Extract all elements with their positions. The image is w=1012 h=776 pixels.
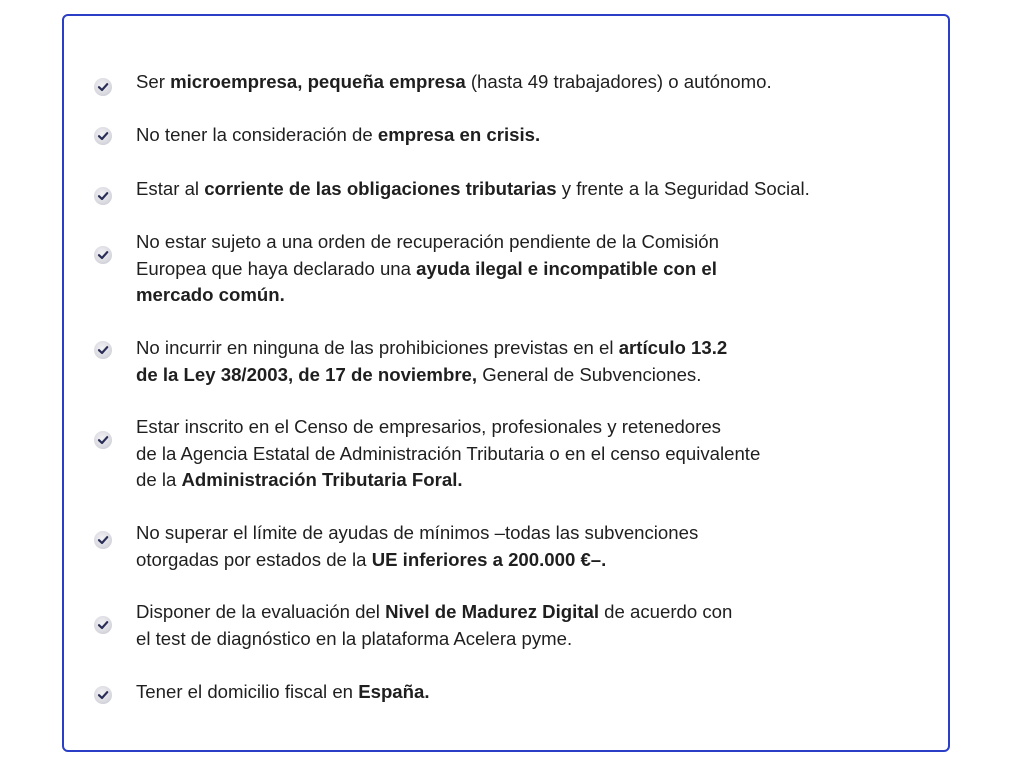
text-segment: No estar sujeto a una orden de recuperación pendiente de la Comisión — [136, 231, 719, 252]
text-segment: (hasta 49 trabajadores) o autónomo. — [465, 71, 772, 92]
text-segment: General de Subvenciones. — [477, 363, 702, 385]
check-circle-icon — [94, 616, 112, 634]
text-line — [136, 335, 946, 362]
text-segment: el test de diagnóstico en la plataforma Acelera pyme. — [136, 627, 573, 649]
text-line — [136, 256, 946, 283]
requirement-text — [136, 679, 946, 706]
requirement-text — [136, 122, 946, 149]
requirements-list — [64, 16, 948, 750]
requirement-text — [136, 69, 946, 96]
text-segment: de la — [136, 469, 182, 490]
bold-text: ayuda ilegal e incompatible con el — [416, 257, 717, 279]
text-line — [136, 229, 946, 256]
text-line — [136, 282, 946, 309]
requirement-text — [136, 520, 946, 573]
bold-text: de la Ley 38/2003, de 17 de noviembre, — [136, 363, 478, 385]
bold-text: empresa en crisis. — [377, 124, 541, 145]
text-segment: Ser — [136, 71, 171, 92]
text-segment: No tener la consideración de — [136, 124, 378, 145]
bold-text: microempresa, pequeña empresa — [170, 71, 466, 92]
text-segment: de la Agencia Estatal de Administración Tributaria o en el censo equivalente — [136, 442, 761, 464]
check-circle-icon — [94, 686, 112, 704]
bold-text: artículo 13.2 — [618, 337, 728, 358]
text-line — [136, 599, 946, 626]
text-line — [136, 176, 946, 203]
check-circle-icon — [94, 187, 112, 205]
requirement-text — [136, 335, 946, 388]
text-line — [136, 626, 946, 653]
check-circle-icon — [94, 531, 112, 549]
check-circle-icon — [94, 78, 112, 96]
text-line — [136, 362, 946, 389]
text-segment: de acuerdo con — [598, 601, 733, 622]
text-segment: otorgadas por estados de la — [136, 548, 372, 570]
check-circle-icon — [94, 431, 112, 449]
text-segment: y frente a la Seguridad Social. — [556, 178, 810, 199]
check-circle-icon — [94, 127, 112, 145]
bold-text: Administración Tributaria Foral. — [181, 469, 463, 490]
text-segment: Europea que haya declarado una — [136, 257, 417, 279]
check-circle-icon — [94, 341, 112, 359]
requirement-text — [136, 176, 946, 203]
bold-text: Nivel de Madurez Digital — [385, 601, 599, 622]
check-circle-icon — [94, 246, 112, 264]
requirement-text — [136, 599, 946, 652]
bold-text: corriente de las obligaciones tributarias — [204, 178, 557, 199]
requirement-text — [136, 229, 946, 309]
text-line — [136, 122, 946, 149]
bold-text: España. — [358, 681, 430, 702]
text-line — [136, 467, 946, 494]
requirements-card — [62, 14, 950, 752]
text-segment: Estar al — [136, 178, 205, 199]
text-segment: Disponer de la evaluación del — [136, 601, 386, 622]
requirement-text — [136, 414, 946, 494]
text-line — [136, 679, 946, 706]
text-segment: Estar inscrito en el Censo de empresarios, profesionales y retenedores — [136, 416, 721, 437]
bold-text: mercado común. — [136, 284, 285, 305]
text-segment: No incurrir en ninguna de las prohibiciones previstas en el — [136, 337, 619, 358]
text-line — [136, 414, 946, 441]
text-line — [136, 69, 946, 96]
text-line — [136, 441, 946, 468]
text-segment: Tener el domicilio fiscal en — [136, 681, 359, 702]
bold-text: UE inferiores a 200.000 €–. — [371, 548, 607, 570]
text-line — [136, 520, 946, 547]
text-line — [136, 547, 946, 574]
text-segment: No superar el límite de ayudas de mínimos –todas las subvenciones — [136, 522, 699, 543]
